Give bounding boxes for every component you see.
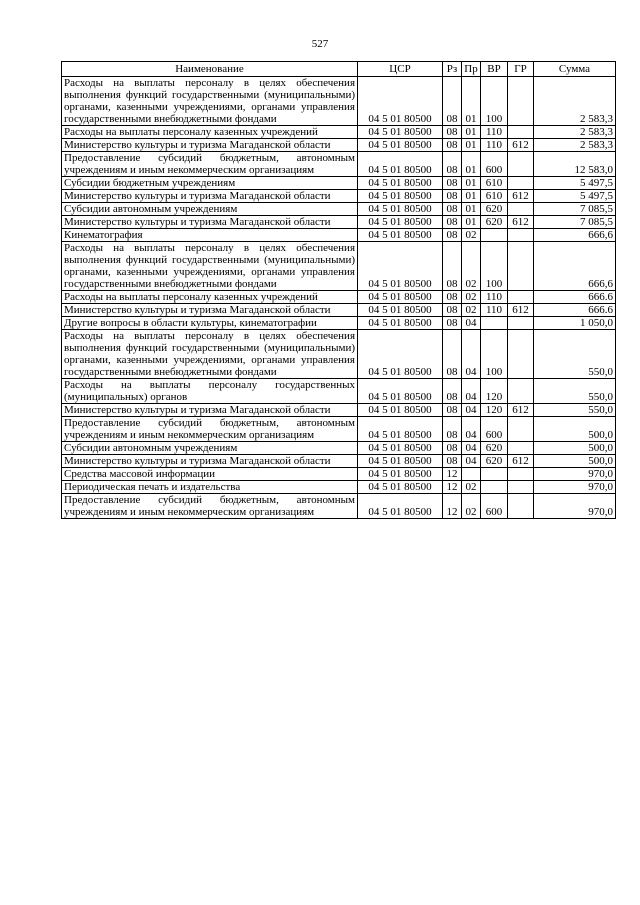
cell-rz: 08 xyxy=(443,417,462,442)
cell-csr: 04 5 01 80500 xyxy=(358,77,443,126)
cell-pr: 01 xyxy=(462,216,481,229)
cell-gr xyxy=(508,481,534,494)
cell-rz: 08 xyxy=(443,177,462,190)
cell-name: Министерство культуры и туризма Магаданской области xyxy=(62,190,358,203)
table-row xyxy=(62,417,616,442)
table-row xyxy=(62,330,616,379)
cell-vr: 610 xyxy=(481,177,508,190)
cell-pr: 02 xyxy=(462,229,481,242)
cell-pr: 02 xyxy=(462,494,481,519)
cell-pr: 01 xyxy=(462,152,481,177)
cell-name: Средства массовой информации xyxy=(62,468,358,481)
cell-name: Периодическая печать и издательства xyxy=(62,481,358,494)
cell-name: Расходы на выплаты персоналу государственных (муниципальных) органов xyxy=(62,379,358,404)
cell-name: Субсидии бюджетным учреждениям xyxy=(62,177,358,190)
cell-csr: 04 5 01 80500 xyxy=(358,203,443,216)
cell-gr: 612 xyxy=(508,404,534,417)
cell-pr: 02 xyxy=(462,481,481,494)
cell-rz: 08 xyxy=(443,139,462,152)
cell-name: Министерство культуры и туризма Магаданской области xyxy=(62,216,358,229)
cell-rz: 08 xyxy=(443,330,462,379)
cell-rz: 08 xyxy=(443,216,462,229)
cell-rz: 08 xyxy=(443,291,462,304)
cell-vr: 600 xyxy=(481,494,508,519)
cell-csr: 04 5 01 80500 xyxy=(358,216,443,229)
cell-rz: 08 xyxy=(443,304,462,317)
cell-name: Расходы на выплаты персоналу казенных учреждений xyxy=(62,291,358,304)
cell-csr: 04 5 01 80500 xyxy=(358,304,443,317)
cell-pr: 01 xyxy=(462,126,481,139)
cell-name: Другие вопросы в области культуры, кинематографии xyxy=(62,317,358,330)
cell-sum: 500,0 xyxy=(534,417,616,442)
cell-pr: 01 xyxy=(462,139,481,152)
cell-gr xyxy=(508,77,534,126)
cell-name: Расходы на выплаты персоналу в целях обеспечения выполнения функций государственными (муниципальными) органами, казенными учреждениями, органами управления государственными внебюджетными фондами xyxy=(62,330,358,379)
cell-csr: 04 5 01 80500 xyxy=(358,126,443,139)
cell-vr: 620 xyxy=(481,216,508,229)
table-row xyxy=(62,291,616,304)
cell-pr: 02 xyxy=(462,291,481,304)
cell-name: Министерство культуры и туризма Магаданской области xyxy=(62,139,358,152)
table-row xyxy=(62,77,616,126)
cell-csr: 04 5 01 80500 xyxy=(358,379,443,404)
table-row xyxy=(62,229,616,242)
cell-rz: 08 xyxy=(443,229,462,242)
cell-vr xyxy=(481,481,508,494)
cell-gr xyxy=(508,317,534,330)
table-row xyxy=(62,126,616,139)
cell-pr: 01 xyxy=(462,177,481,190)
cell-gr: 612 xyxy=(508,216,534,229)
table-row xyxy=(62,203,616,216)
cell-csr: 04 5 01 80500 xyxy=(358,152,443,177)
cell-sum: 2 583,3 xyxy=(534,126,616,139)
table-row xyxy=(62,139,616,152)
header-sum: Сумма xyxy=(534,62,616,77)
cell-vr xyxy=(481,468,508,481)
cell-rz: 08 xyxy=(443,242,462,291)
cell-gr xyxy=(508,242,534,291)
cell-rz: 08 xyxy=(443,77,462,126)
cell-pr: 01 xyxy=(462,77,481,126)
cell-sum: 970,0 xyxy=(534,468,616,481)
cell-sum: 7 085,5 xyxy=(534,203,616,216)
cell-sum: 2 583,3 xyxy=(534,139,616,152)
cell-pr xyxy=(462,468,481,481)
table-row xyxy=(62,304,616,317)
cell-rz: 12 xyxy=(443,494,462,519)
cell-csr: 04 5 01 80500 xyxy=(358,291,443,304)
cell-pr: 02 xyxy=(462,242,481,291)
header-vr: ВР xyxy=(481,62,508,77)
cell-sum: 5 497,5 xyxy=(534,190,616,203)
cell-rz: 12 xyxy=(443,468,462,481)
cell-gr: 612 xyxy=(508,139,534,152)
cell-vr: 120 xyxy=(481,404,508,417)
cell-pr: 04 xyxy=(462,330,481,379)
cell-vr: 610 xyxy=(481,190,508,203)
cell-name: Субсидии автономным учреждениям xyxy=(62,442,358,455)
cell-name: Министерство культуры и туризма Магаданской области xyxy=(62,404,358,417)
cell-name: Предоставление субсидий бюджетным, автономным учреждениям и иным некоммерческим организациям xyxy=(62,152,358,177)
cell-gr xyxy=(508,291,534,304)
cell-name: Предоставление субсидий бюджетным, автономным учреждениям и иным некоммерческим организациям xyxy=(62,417,358,442)
cell-csr: 04 5 01 80500 xyxy=(358,455,443,468)
cell-name: Субсидии автономным учреждениям xyxy=(62,203,358,216)
cell-gr xyxy=(508,379,534,404)
cell-gr xyxy=(508,126,534,139)
cell-csr: 04 5 01 80500 xyxy=(358,442,443,455)
cell-rz: 08 xyxy=(443,442,462,455)
cell-sum: 2 583,3 xyxy=(534,77,616,126)
cell-pr: 04 xyxy=(462,379,481,404)
cell-csr: 04 5 01 80500 xyxy=(358,190,443,203)
cell-name: Предоставление субсидий бюджетным, автономным учреждениям и иным некоммерческим организациям xyxy=(62,494,358,519)
cell-sum: 550,0 xyxy=(534,379,616,404)
cell-vr xyxy=(481,317,508,330)
table-row xyxy=(62,152,616,177)
cell-gr: 612 xyxy=(508,190,534,203)
cell-sum: 500,0 xyxy=(534,442,616,455)
cell-vr: 100 xyxy=(481,77,508,126)
table-row xyxy=(62,494,616,519)
cell-vr: 110 xyxy=(481,139,508,152)
cell-rz: 08 xyxy=(443,152,462,177)
table-row xyxy=(62,404,616,417)
table-row xyxy=(62,216,616,229)
cell-vr: 100 xyxy=(481,242,508,291)
cell-sum: 7 085,5 xyxy=(534,216,616,229)
cell-sum: 5 497,5 xyxy=(534,177,616,190)
cell-gr xyxy=(508,203,534,216)
cell-rz: 08 xyxy=(443,455,462,468)
cell-pr: 01 xyxy=(462,190,481,203)
cell-gr xyxy=(508,494,534,519)
cell-rz: 12 xyxy=(443,481,462,494)
table-row xyxy=(62,468,616,481)
cell-pr: 04 xyxy=(462,417,481,442)
header-csr: ЦСР xyxy=(358,62,443,77)
cell-sum: 666.6 xyxy=(534,291,616,304)
cell-sum: 666,6 xyxy=(534,229,616,242)
cell-pr: 02 xyxy=(462,304,481,317)
cell-name: Министерство культуры и туризма Магаданской области xyxy=(62,304,358,317)
cell-rz: 08 xyxy=(443,379,462,404)
table-row xyxy=(62,442,616,455)
cell-vr: 120 xyxy=(481,379,508,404)
cell-gr xyxy=(508,177,534,190)
cell-sum: 970,0 xyxy=(534,494,616,519)
cell-sum: 550,0 xyxy=(534,330,616,379)
cell-sum: 666,6 xyxy=(534,242,616,291)
cell-vr: 110 xyxy=(481,291,508,304)
table-row xyxy=(62,455,616,468)
cell-csr: 04 5 01 80500 xyxy=(358,417,443,442)
cell-vr xyxy=(481,229,508,242)
cell-name: Расходы на выплаты персоналу казенных учреждений xyxy=(62,126,358,139)
cell-gr xyxy=(508,152,534,177)
cell-gr xyxy=(508,330,534,379)
cell-pr: 04 xyxy=(462,317,481,330)
cell-csr: 04 5 01 80500 xyxy=(358,229,443,242)
table-row xyxy=(62,242,616,291)
cell-pr: 01 xyxy=(462,203,481,216)
cell-rz: 08 xyxy=(443,317,462,330)
table-row xyxy=(62,379,616,404)
page-number: 527 xyxy=(311,38,329,50)
header-gr: ГР xyxy=(508,62,534,77)
cell-name: Министерство культуры и туризма Магаданской области xyxy=(62,455,358,468)
cell-sum: 970,0 xyxy=(534,481,616,494)
table-row xyxy=(62,317,616,330)
cell-csr: 04 5 01 80500 xyxy=(358,317,443,330)
cell-rz: 08 xyxy=(443,203,462,216)
cell-sum: 550,0 xyxy=(534,404,616,417)
cell-pr: 04 xyxy=(462,455,481,468)
cell-csr: 04 5 01 80500 xyxy=(358,481,443,494)
cell-vr: 110 xyxy=(481,126,508,139)
cell-vr: 100 xyxy=(481,330,508,379)
cell-name: Расходы на выплаты персоналу в целях обеспечения выполнения функций государственными (муниципальными) органами, казенными учреждениями, органами управления государственными внебюджетными фондами xyxy=(62,77,358,126)
table-body xyxy=(62,77,616,519)
cell-csr: 04 5 01 80500 xyxy=(358,177,443,190)
cell-vr: 600 xyxy=(481,152,508,177)
cell-sum: 500,0 xyxy=(534,455,616,468)
cell-csr: 04 5 01 80500 xyxy=(358,468,443,481)
cell-csr: 04 5 01 80500 xyxy=(358,404,443,417)
cell-gr xyxy=(508,229,534,242)
cell-sum: 12 583,0 xyxy=(534,152,616,177)
cell-csr: 04 5 01 80500 xyxy=(358,242,443,291)
cell-vr: 600 xyxy=(481,417,508,442)
cell-vr: 620 xyxy=(481,442,508,455)
budget-table xyxy=(61,61,616,519)
cell-sum: 1 050,0 xyxy=(534,317,616,330)
table-row xyxy=(62,190,616,203)
cell-name: Кинематография xyxy=(62,229,358,242)
cell-csr: 04 5 01 80500 xyxy=(358,330,443,379)
cell-rz: 08 xyxy=(443,190,462,203)
cell-pr: 04 xyxy=(462,442,481,455)
table-header-row xyxy=(62,62,616,77)
table-row xyxy=(62,177,616,190)
table-row xyxy=(62,481,616,494)
cell-vr: 620 xyxy=(481,203,508,216)
cell-csr: 04 5 01 80500 xyxy=(358,494,443,519)
cell-gr: 612 xyxy=(508,304,534,317)
cell-gr xyxy=(508,468,534,481)
cell-name: Расходы на выплаты персоналу в целях обеспечения выполнения функций государственными (муниципальными) органами, казенными учреждениями, органами управления государственными внебюджетными фондами xyxy=(62,242,358,291)
header-pr: Пр xyxy=(462,62,481,77)
cell-rz: 08 xyxy=(443,404,462,417)
header-rz: Рз xyxy=(443,62,462,77)
cell-csr: 04 5 01 80500 xyxy=(358,139,443,152)
cell-pr: 04 xyxy=(462,404,481,417)
cell-gr: 612 xyxy=(508,455,534,468)
cell-rz: 08 xyxy=(443,126,462,139)
cell-gr xyxy=(508,442,534,455)
cell-vr: 620 xyxy=(481,455,508,468)
cell-gr xyxy=(508,417,534,442)
header-name: Наименование xyxy=(62,62,358,77)
cell-sum: 666.6 xyxy=(534,304,616,317)
cell-vr: 110 xyxy=(481,304,508,317)
